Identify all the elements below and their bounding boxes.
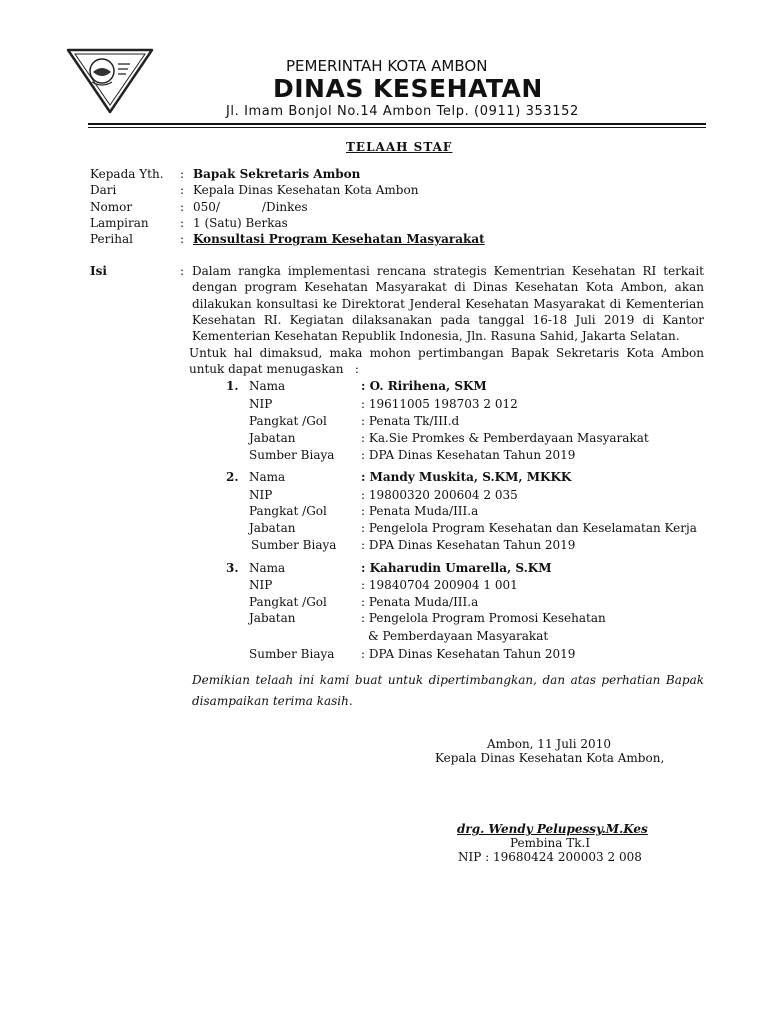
- person-funding: : DPA Dinas Kesehatan Tahun 2019: [361, 647, 576, 661]
- person-name: : Kaharudin Umarella, S.KM: [361, 561, 552, 575]
- person-field-label: NIP: [249, 578, 273, 592]
- person-field-label: Jabatan: [249, 521, 296, 535]
- meta-label: Dari: [90, 183, 117, 197]
- person-field-label: Nama: [249, 470, 286, 484]
- meta-label: Kepada Yth.: [90, 167, 164, 181]
- person-name: : O. Ririhena, SKM: [361, 379, 487, 393]
- signatory-rank: Pembina Tk.I: [510, 836, 591, 850]
- attachment: 1 (Satu) Berkas: [193, 216, 288, 230]
- person-position: : Ka.Sie Promkes & Pemberdayaan Masyarakat: [361, 431, 649, 445]
- signatory-position: Kepala Dinas Kesehatan Kota Ambon,: [435, 751, 665, 765]
- person-nip: : 19800320 200604 2 035: [361, 488, 518, 502]
- person-field-label: Sumber Biaya: [249, 647, 335, 661]
- content-line: Dalam rangka implementasi rencana strategis Kementrian Kesehatan RI terkait: [192, 264, 704, 278]
- signatory-name: drg. Wendy Pelupessy.M.Kes: [457, 822, 648, 836]
- person-name: : Mandy Muskita, S.KM, MKKK: [361, 470, 572, 484]
- person-field-label: Pangkat /Gol: [249, 414, 327, 428]
- meta-label: Nomor: [90, 200, 133, 214]
- content-line: Kementerian Kesehatan Republik Indonesia, Jln. Rasuna Sahid, Jakarta Selatan.: [192, 329, 680, 343]
- person-field-label: Nama: [249, 561, 286, 575]
- person-field-label: NIP: [249, 397, 273, 411]
- meta-colon: :: [180, 183, 185, 197]
- meta-label: Lampiran: [90, 216, 149, 230]
- person-field-label: Pangkat /Gol: [249, 504, 327, 518]
- letter-number: 050/ /Dinkes: [193, 200, 308, 214]
- meta-colon: :: [180, 200, 185, 214]
- person-nip: : 19840704 200904 1 001: [361, 578, 518, 592]
- person-field-label: NIP: [249, 488, 273, 502]
- signatory-nip: NIP : 19680424 200003 2 008: [458, 850, 642, 864]
- person-rank: : Penata Muda/III.a: [361, 595, 479, 609]
- department-name: DINAS KESEHATAN: [273, 74, 543, 103]
- person-position-continued: & Pemberdayaan Masyarakat: [368, 629, 549, 643]
- closing-line: Demikian telaah ini kami buat untuk dipertimbangkan, dan atas perhatian Bapak: [192, 673, 704, 687]
- subject: Konsultasi Program Kesehatan Masyarakat: [193, 232, 485, 246]
- document-title: TELAAH STAF: [346, 140, 453, 154]
- meta-colon: :: [180, 167, 185, 181]
- person-position: : Pengelola Program Kesehatan dan Keselamatan Kerja: [361, 521, 697, 535]
- person-nip: : 19611005 198703 2 012: [361, 397, 518, 411]
- government-name: PEMERINTAH KOTA AMBON: [286, 57, 488, 75]
- person-field-label: Sumber Biaya: [251, 538, 337, 552]
- content-line: untuk dapat menugaskan :: [189, 362, 359, 376]
- person-field-label: Jabatan: [249, 611, 296, 625]
- person-field-label: Pangkat /Gol: [249, 595, 327, 609]
- person-number: 3.: [226, 561, 239, 575]
- place-date: Ambon, 11 Juli 2010: [487, 737, 611, 751]
- meta-colon: :: [180, 232, 185, 246]
- person-number: 2.: [226, 470, 239, 484]
- person-field-label: Sumber Biaya: [249, 448, 335, 462]
- person-field-label: Jabatan: [249, 431, 296, 445]
- content-line: dilakukan konsultasi ke Direktorat Jenderal Kesehatan Masyarakat di Kementerian: [192, 297, 704, 311]
- meta-label: Perihal: [90, 232, 133, 246]
- content-line: Untuk hal dimaksud, maka mohon pertimbangan Bapak Sekretaris Kota Ambon: [189, 346, 704, 360]
- content-line: dengan program Kesehatan Masyarakat di Dinas Kesehatan Kota Ambon, akan: [192, 280, 704, 294]
- government-emblem: [62, 44, 158, 116]
- letterhead-rule-thin: [88, 127, 706, 128]
- person-rank: : Penata Tk/III.d: [361, 414, 460, 428]
- recipient: Bapak Sekretaris Ambon: [193, 167, 361, 181]
- department-address: Jl. Imam Bonjol No.14 Ambon Telp. (0911) 353152: [226, 104, 579, 119]
- person-field-label: Nama: [249, 379, 286, 393]
- content-label: Isi: [90, 264, 107, 278]
- content-line: Kesehatan RI. Kegiatan dilaksanakan pada tanggal 16-18 Juli 2019 di Kantor: [192, 313, 704, 327]
- person-rank: : Penata Muda/III.a: [361, 504, 479, 518]
- sender: Kepala Dinas Kesehatan Kota Ambon: [193, 183, 419, 197]
- letterhead-rule: [88, 123, 706, 125]
- meta-colon: :: [180, 216, 185, 230]
- closing-line: disampaikan terima kasih.: [192, 694, 353, 708]
- content-colon: :: [180, 264, 185, 278]
- person-funding: : DPA Dinas Kesehatan Tahun 2019: [361, 538, 576, 552]
- person-number: 1.: [226, 379, 239, 393]
- person-position: : Pengelola Program Promosi Kesehatan: [361, 611, 606, 625]
- person-funding: : DPA Dinas Kesehatan Tahun 2019: [361, 448, 576, 462]
